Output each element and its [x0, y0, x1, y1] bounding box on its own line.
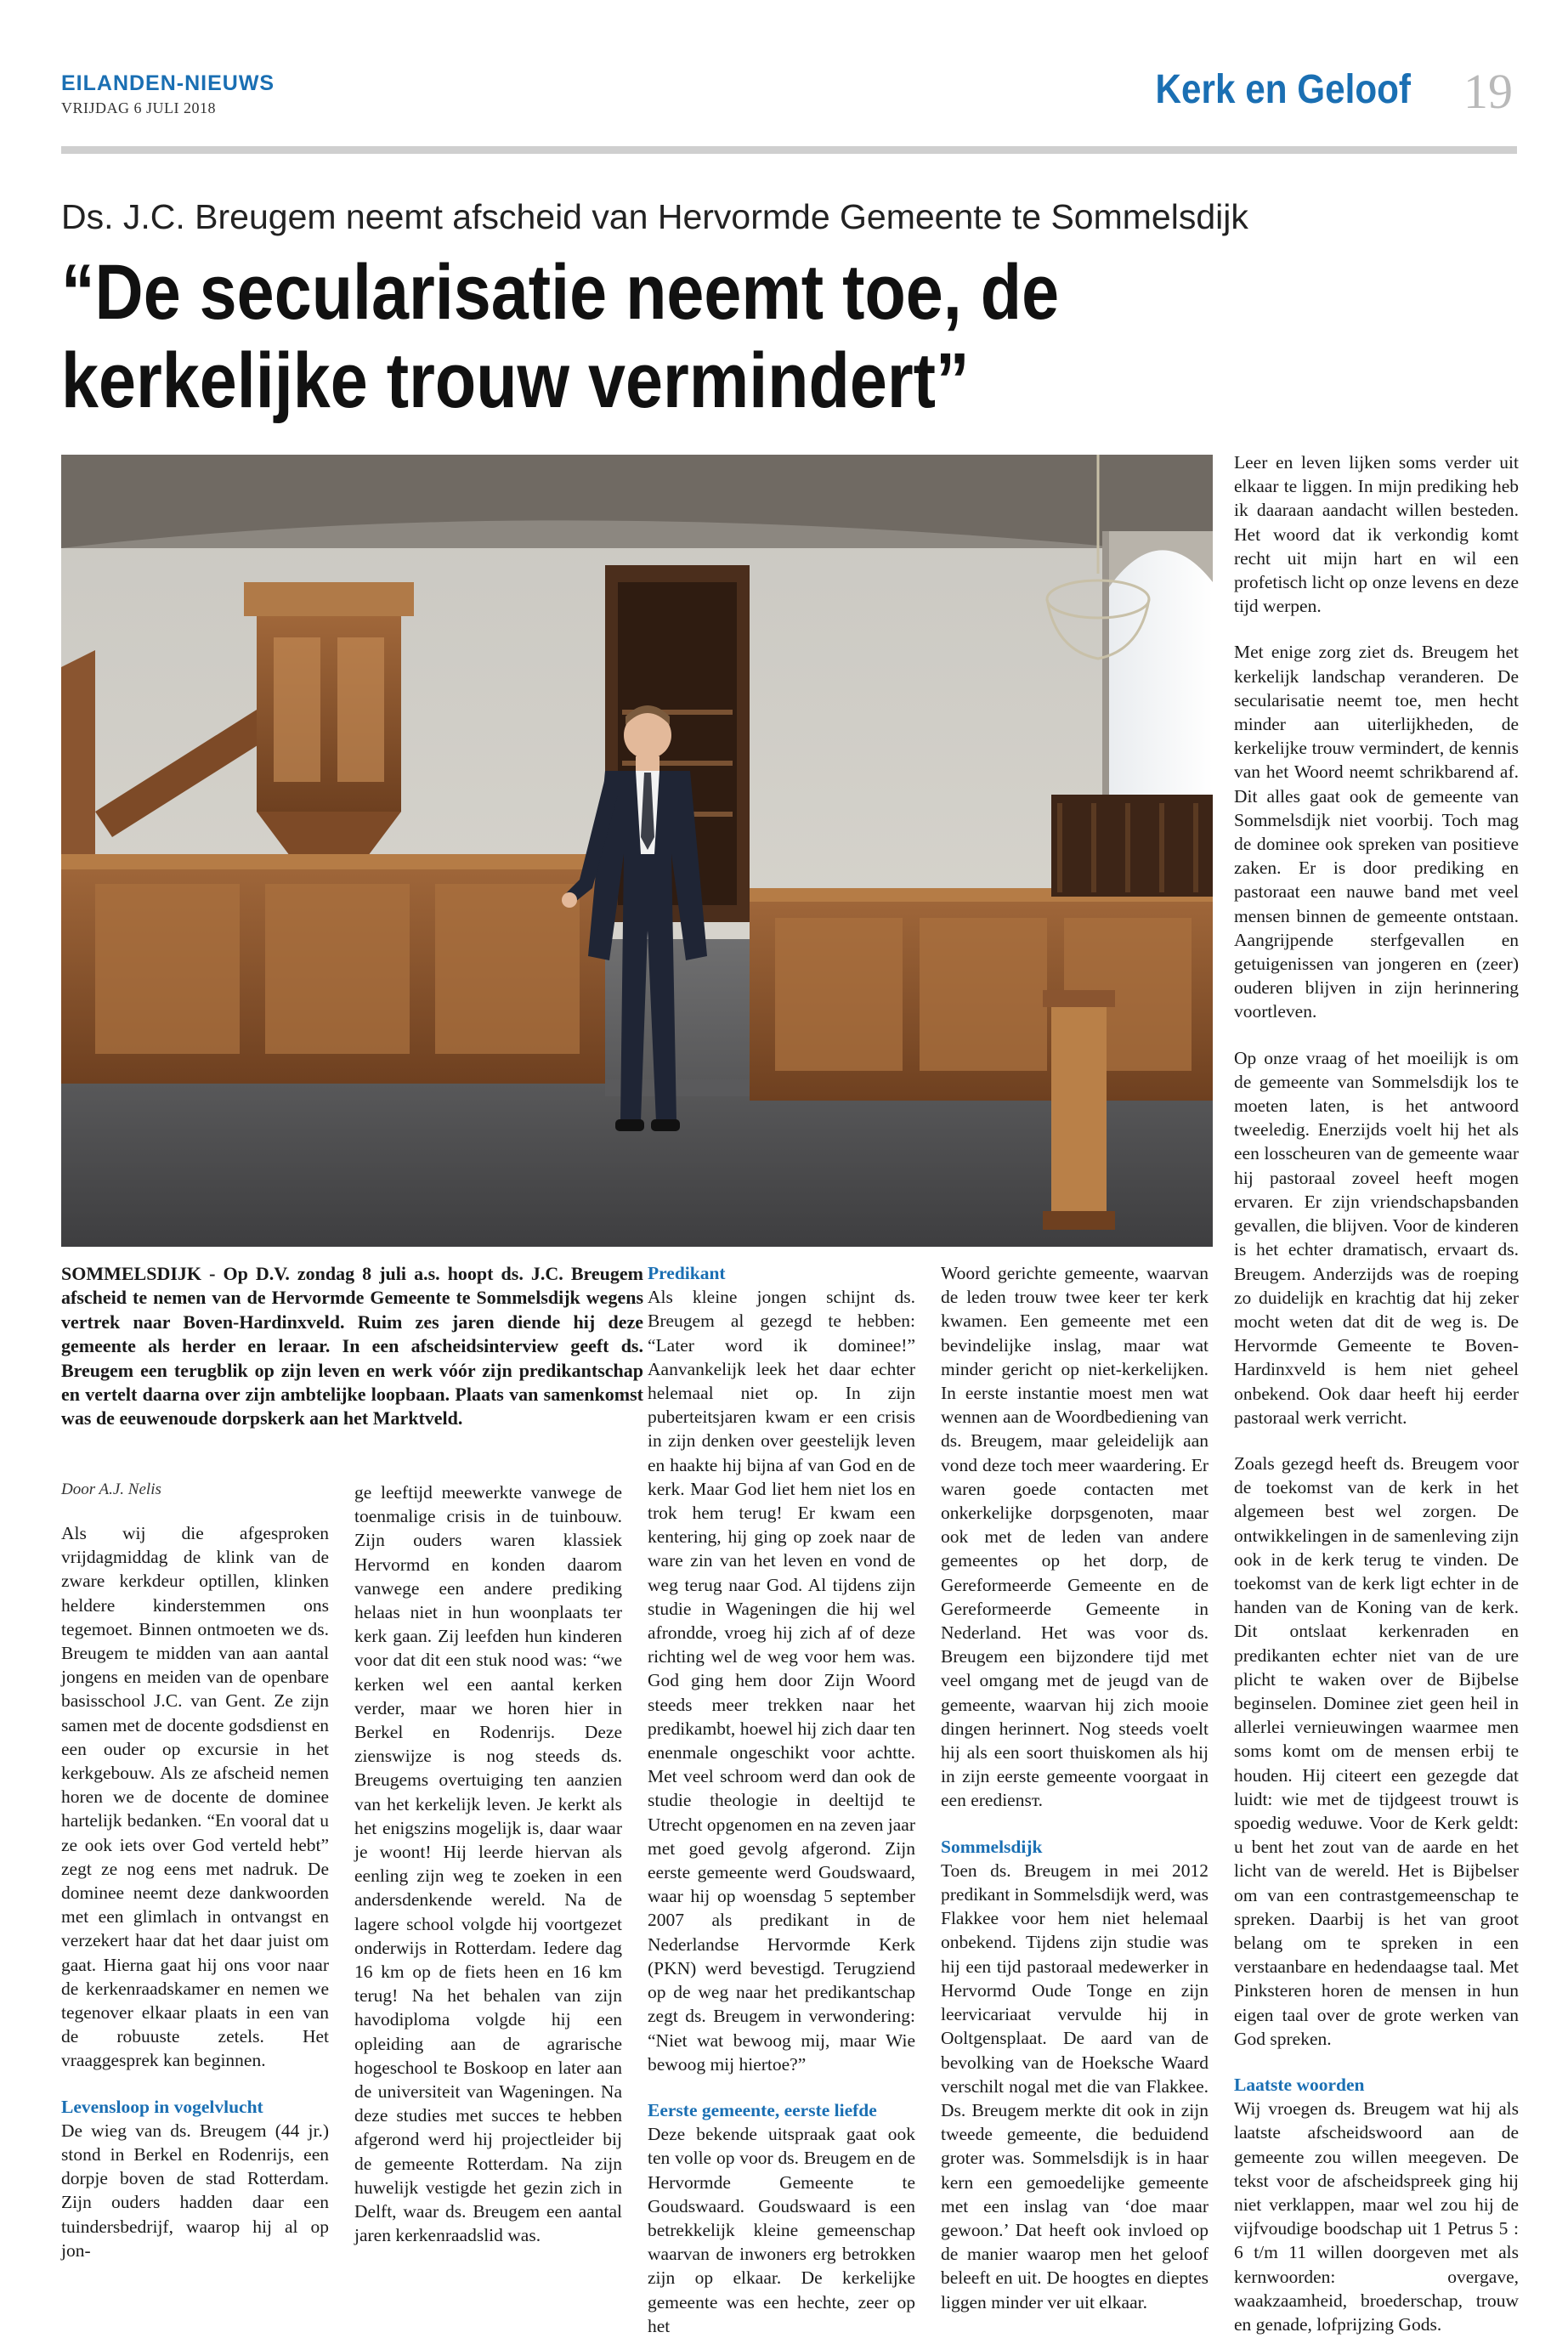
- text-column-2: [354, 1480, 622, 2248]
- page-number: 19: [1463, 64, 1513, 119]
- article-intro: SOMMELSDIJK - Op D.V. zondag 8 juli a.s. hoopt ds. J.C. Breugem afscheid te nemen van de Hervormde Gemeente te Sommelsdijk wegens vertrek naar Boven-Hardinxveld. Ruim zes jaren diende hij deze gemeente als herder en leraar. In een afscheidsinterview geeft ds. Breugem een terugblik op zijn leven en werk vóór zijn predikantschap en vertelt daarna over zijn ambtelijke loopbaan. Plaats van samenkomst was de eeuwenoude dorpskerk aan het Marktveld.: [61, 1263, 643, 1429]
- headline-line-2: kerkelijke trouw vermindert”: [61, 337, 970, 424]
- article-headline: [61, 248, 1070, 425]
- text-column-5: [1234, 450, 1519, 2336]
- paragraph: Zoals gezegd heeft ds. Breugem voor de toekomst van de kerk in het algemeen best wel zorgen. De ontwikkelingen in de samenleving zijn ook in de kerk terug te vinden. De toekomst van de kerk ligt echter in de handen van de Koning van de kerk. Dit ontslaat kerkenraden en predikanten echter niet van de ure plicht te waken over de Bijbelse beginselen. Dominee ziet geen heil in allerlei vernieuwingen waarmee men soms komt om de mensen erbij te houden. Hij citeert een gezegde dat luidt: wie met de tijdgeest trouwt is spoedig weduwe. Voor de Kerk geldt: u bent het zout van de aarde en het licht van de wereld. Het is Bijbelser om van een contrastgemeenschap te spreken. Daarbij is het van groot belang om te spreken in een verstaanbare en hedendaagse taal. Met Pinksteren horen de mensen in hun eigen taal over de grote werken van God spreken.: [1234, 1452, 1519, 2049]
- text-column-3: [648, 1261, 915, 2338]
- church-interior-illustration: [61, 455, 1213, 1247]
- paragraph: ge leeftijd meewerkte vanwege de toenmalige crisis in de tuinbouw. Zijn ouders waren klassiek Hervormd en konden daarom vanwege een andere prediking helaas niet in hun woonplaats ter kerk gaan. Zij leefden hun kinderen voor dat dit een stuk nood was: “we kerken wel een aantal kerken verder, maar we horen hier in Berkel en Rodenrijs. Deze zienswijze is nog steeds ds. Breugems overtuiging ten aanzien van het kerkelijk leven. Je kerkt als het enigszins mogelijk is, daar waar je woont! Hij leerde hiervan als eenling zijn weg te zoeken in een andersdenkende wereld. Na de lagere school volgde hij voortgezet onderwijs in Rotterdam. Iedere dag 16 km op de fiets heen en 16 km terug! Na het behalen van zijn havodiploma volgde hij een opleiding aan de agrarische hogeschool te Boskoop en later aan de universiteit van Wageningen. Na deze studies met succes te hebben afgerond werd hij projectleider bij de gemeente Rotterdam. Na zijn huwelijk vestigde het gezin zich in Delft, waar ds. Breugem een aantal jaren kerkenraadslid was.: [354, 1482, 622, 2246]
- paragraph: Met enige zorg ziet ds. Breugem het kerkelijk landschap veranderen. De secularisatie neemt toe, men hecht minder aan uiterlijkheden, de kerkelijke trouw vermindert, de kennis van het Woord neemt schrikbarend af. Dit alles gaat ook de gemeente van Sommelsdijk niet voorbij. Toch mag de dominee ook spreken van positieve zaken. Er is door prediking en pastoraat een nauwe band met veel mensen binnen de gemeente ontstaan. Aangrijpende sterfgevallen en getuigenissen van jongeren en (zeer) ouderen blijven in zijn herinnering voortleven.: [1234, 642, 1519, 1022]
- newspaper-logo: EILANDEN-NIEUWS: [61, 71, 275, 95]
- paragraph: Woord gerichte gemeente, waarvan de leden trouw twee keer ter kerk kwamen. Een gemeente met een bevindelijke inslag, maar wat minder gericht op niet-kerkelijken. In eerste instantie moest men wat wennen aan de Woordbediening van ds. Breugem, maar geleidelijk aan vond deze toch meer waardering. Er waren goede contacten met onkerkelijke dorpsgenoten, maar ook met de leden van andere gemeentes op het dorp, de Gereformeerde Gemeente en de Gereformeerde Gemeente in Nederland. Het was voor ds. Breugem een bijzondere tijd met veel omgang met de jeugd van de gemeente, waarvan hij zich mooie dingen herinnert. Nog steeds voelt hij als een soort thuiskomen als hij in zijn eerste gemeente voorgaat in een erediensт.: [941, 1263, 1209, 1811]
- paragraph: De wieg van ds. Breugem (44 jr.) stond in Berkel en Rodenrijs, een dorpje boven de stad Rotterdam. Zijn ouders hadden daar een tuindersbedrijf, waarop hij al op jon-: [61, 2120, 329, 2261]
- paragraph: Deze bekende uitspraak gaat ook ten volle op voor ds. Breugem en de Hervormde Gemeente te Goudswaard. Goudswaard is een betrekkelijk kleine gemeenschap waarvan de inwoners erg betrokken zijn op elkaar. De kerkelijke gemeente was een hechte, zeer op het: [648, 2124, 915, 2336]
- text-column-4: [941, 1261, 1209, 2314]
- section-title: Kerk en Geloof: [1155, 67, 1411, 112]
- paragraph: Als kleine jongen schijnt ds. Breugem al gezegd te hebben: “Later word ik dominee!” Aanvankelijk leek het daar echter helemaal niet op. In zijn puberteitsjaren kwam er een crisis in zijn denken over geestelijk leven en haakte hij bijna af van God en de kerk. Maar God liet hem niet los en trok hem terug! Er kwam een kentering, hij ging op zoek naar de ware zin van het leven en vond de weg terug naar God. Al tijdens zijn studie in Wageningen die hij wel afrondde, vroeg hij zich af of deze richting wel de weg voor hem was. God ging hem door Zijn Woord steeds meer trekken naar het predikambt, hoewel hij zich daar ten enenmale ongeschikt voor achtte. Met veel schroom werd dan ook de studie theologie in deeltijd te Utrecht opgenomen en na zeven jaar met goed gevolg afgerond. Zijn eerste gemeente werd Goudswaard, waar hij op woensdag 5 september 2007 als predikant in de Nederlandse Hervormde Kerk (PKN) werd bevestigd. Terugziend op de weg naar het predikantschap zegt ds. Breugem in verwondering: “Niet wat bewoog mij, maar Wie bewoog mij hiertoe?”: [648, 1287, 915, 2075]
- headline-line-1: “De secularisatie neemt toe, de: [61, 249, 1060, 336]
- paragraph: Wij vroegen ds. Breugem wat hij als laatste afscheidswoord aan de gemeente zou willen meegeven. De tekst voor de afscheidspreek ging hij niet verklappen, maar wel zou hij de vijfvoudige boodschap uit 1 Petrus 5 : 6 t/m 11 willen doorgeven met als kernwoorden: overgave, waakzaamheid, broederschap, trouw en genade, lofprijzing Gods.: [1234, 2098, 1519, 2335]
- paragraph: Als wij die afgesproken vrijdagmiddag de klink van de zware kerkdeur optillen, klinken heldere kinderstemmen ons tegemoet. Binnen ontmoeten we ds. Breugem te midden van aan aantal jongens en meiden van de openbare basisschool J.C. van Gent. Ze zijn samen met de docente godsdienst en een ouder op excursie in het kerkgebouw. Als ze afscheid nemen horen we de docente de dominee hartelijk bedanken. “En vooral dat u ze ook iets over God verteld hebt” zegt ze nog eens met nadruk. De dominee neemt deze dankwoorden met een glimlach in ontvangst en verzekert haar dat het daar juist om gaat. Hierna gaat hij ons voor naar de kerkenraadskamer en nemen we tegenover elkaar plaats in een van de robuuste zetels. Het vraaggesprek kan beginnen.: [61, 1523, 329, 2071]
- byline: Door A.J. Nelis: [61, 1480, 161, 1498]
- text-column-1: [61, 1521, 329, 2262]
- paragraph: Toen ds. Breugem in mei 2012 predikant in Sommelsdijk werd, was Flakkee voor hem niet helemaal onbekend. Tijdens zijn studie was hij een tijd pastoraal medewerker in Hervormd Oude Tonge en zijn leervicariaat vervulde hij in Ooltgensplaat. De aard van de bevolking van de Hoeksche Waard verschilt nogal met die van Flakkee. Ds. Breugem merkte dit ook in zijn tweede gemeente, die beduidend groter was. Sommelsdijk is in haar kern een gemoedelijke gemeente met een inslag van ‘doe maar gewoon.’ Dat heeft ook invloed op de manier waarop men het geloof beleeft en uit. De hoogtes en dieptes liggen minder ver uit elkaar.: [941, 1860, 1209, 2313]
- subheading-eerste-gemeente: Eerste gemeente, eerste liefde: [648, 2099, 877, 2120]
- article-kicker: Ds. J.C. Breugem neemt afscheid van Hervormde Gemeente te Sommelsdijk: [61, 197, 1248, 236]
- subheading-laatste-woorden: Laatste woorden: [1234, 2075, 1365, 2095]
- subheading-predikant: Predikant: [648, 1263, 726, 1283]
- header-rule: [61, 146, 1517, 154]
- issue-date: VRIJDAG 6 JULI 2018: [61, 99, 216, 116]
- paragraph: Leer en leven lijken soms verder uit elkaar te liggen. In mijn prediking heb ik daaraan aandacht willen besteden. Het woord dat ik verkondig komt recht uit mijn hart en wil een profetisch licht op onze levens en deze tijd werpen.: [1234, 452, 1519, 617]
- article-photo: [61, 455, 1213, 1247]
- subheading-levensloop: Levensloop in vogelvlucht: [61, 2096, 263, 2117]
- paragraph: Op onze vraag of het moeilijk is om de gemeente van Sommelsdijk los te moeten laten, is het antwoord tweeledig. Enerzijds voelt hij het als een losscheuren van de gemeente waar hij pastoraal zoveel heeft mogen ervaren. Er zijn vriendschapsbanden gevallen, die blijven. Voor de kinderen is het echter dramatisch, ervaart ds. Breugem. Anderzijds was de roeping zo duidelijk en krachtig dat hij zeker mocht weten dat dit de weg is. De Hervormde Gemeente te Boven-Hardinxveld is hem niet geheel onbekend. Ook daar heeft hij eerder pastoraal werk verricht.: [1234, 1047, 1519, 1428]
- subheading-sommelsdijk: Sommelsdijk: [941, 1836, 1043, 1857]
